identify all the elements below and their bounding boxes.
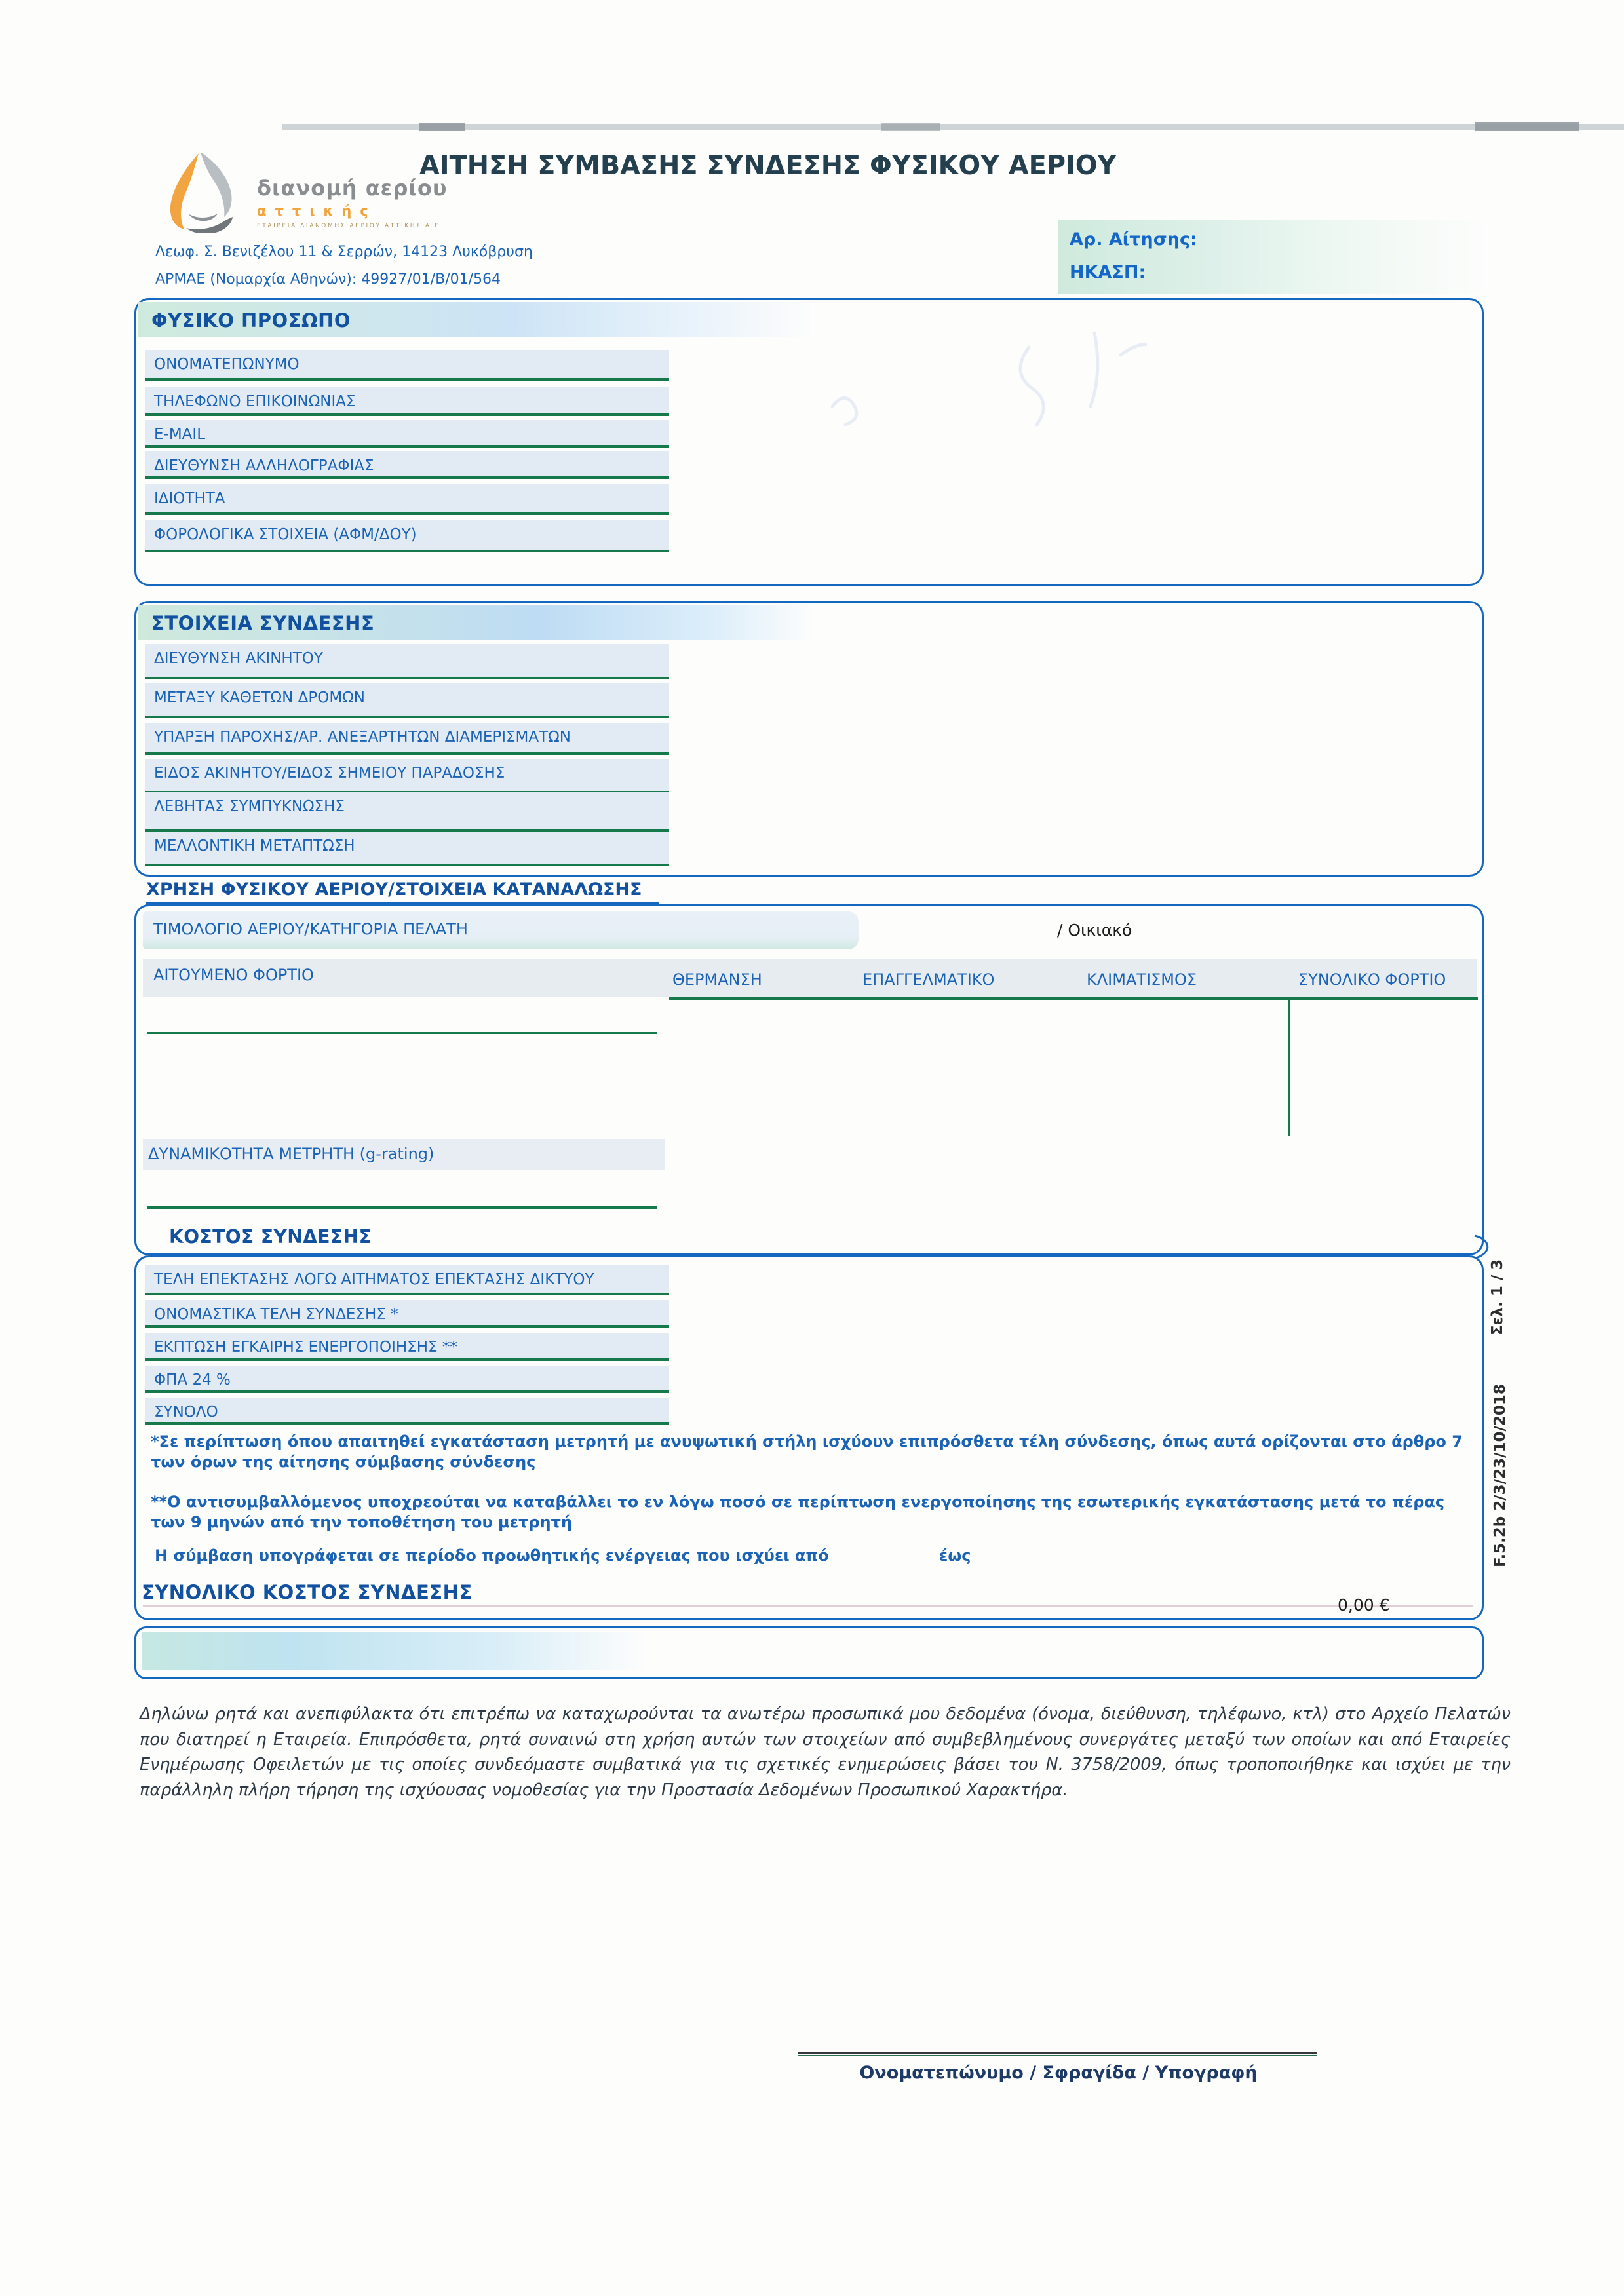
field-label: ΔΙΕΥΘΥΝΣΗ ΑΛΛΗΛΟΓΡΑΦΙΑΣ: [154, 457, 374, 474]
field-row-condensing-boiler: [145, 792, 669, 832]
field-label: ΟΝΟΜΑΤΕΠΩΝΥΜΟ: [154, 356, 300, 373]
field-row-capacity: [145, 484, 669, 515]
declaration-paragraph: Δηλώνω ρητά και ανεπιφύλακτα ότι επιτρέπω να καταχωρούνται τα ανωτέρω προσωπικά μου δεδομένα (όνομα, διεύθυνση, τηλέφωνο, κτλ) στο Αρχείο Πελατών που διατηρεί η Εταιρεία. Επιπρόσθετα, ρητά συναινώ στη χρήση αυτών των στοιχείων από συμβεβλημένους συνεργάτες μεταξύ των οποίων και από Εταιρείες Ενημέρωσης Οφειλετών με τις οποίες συνδεόμαστε συμβατικά για τις σχετικές ενημερώσεις βάσει του Ν. 3758/2009, όπως τροποποιήθηκε και ισχύει με την παράλληλη πλήρη τήρηση της ισχύουσας νομοθεσίας για την Προστασία Δεδομένων Προσωπικού Χαρακτήρα.: [140, 1704, 1511, 1800]
scan-streak: [282, 124, 1624, 130]
meter-rating-label: ΔΥΝΑΜΙΚΟΤΗΤΑ ΜΕΤΡΗΤΗ (g-rating): [148, 1145, 435, 1163]
tariff-label: ΤΙΜΟΛΟΓΙΟ ΑΕΡΙΟΥ/ΚΑΤΗΓΟΡΙΑ ΠΕΛΑΤΗ: [153, 920, 468, 938]
footnote-1: *Σε περίπτωση όπου απαιτηθεί εγκατάσταση μετρητή με ανυψωτική στήλη ισχύουν επιπρόσθετα τέλη σύνδεσης, όπως αυτά ορίζονται στο άρθρο 7 των όρων της αίτησης σύμβασης σύνδεσης: [151, 1432, 1463, 1471]
section-personal-header-band: [138, 302, 815, 337]
form-code-vertical: F.5.2b 2/3/23/10/2018: [1492, 1384, 1509, 1567]
notes-box-fill: [142, 1632, 648, 1670]
application-number-label: Αρ. Αίτησης:: [1070, 229, 1197, 250]
application-number-box: [1058, 220, 1493, 294]
empty-notes-box: [134, 1626, 1484, 1679]
field-label: ΕΚΠΤΩΣΗ ΕΓΚΑΙΡΗΣ ΕΝΕΡΓΟΠΟΙΗΣΗΣ **: [154, 1339, 457, 1356]
hkasp-label: ΗΚΑΣΠ:: [1070, 262, 1146, 282]
field-label: ΟΝΟΜΑΣΤΙΚΑ ΤΕΛΗ ΣΥΝΔΕΣΗΣ *: [154, 1306, 398, 1323]
field-label: E-MAIL: [154, 426, 206, 443]
page-number-vertical: Σελ. 1 / 3: [1489, 1259, 1506, 1335]
meter-rating-row: [143, 1139, 665, 1170]
section-connection-header-band: [138, 605, 815, 640]
gas-distribution-logo: [157, 149, 249, 233]
cost-row-vat: [145, 1366, 669, 1393]
section-usage-title: ΧΡΗΣΗ ΦΥΣΙΚΟΥ ΑΕΡΙΟΥ/ΣΤΟΙΧΕΙΑ ΚΑΤΑΝΑΛΩΣΗΣ: [146, 879, 659, 906]
field-row-email: [145, 420, 669, 448]
section-personal: [134, 298, 1484, 586]
brand-subname: αττικής: [257, 203, 377, 219]
section-usage: [134, 904, 1484, 1255]
load-field-line: [147, 1032, 657, 1034]
total-cost-value: 0,00 €: [1338, 1596, 1390, 1615]
column-header-heating: ΘΕΡΜΑΝΣΗ: [672, 970, 762, 989]
field-label: ΦΠΑ 24 %: [154, 1371, 231, 1388]
field-row-phone: [145, 387, 669, 416]
field-row-supply-existence: [145, 723, 669, 755]
total-cost-label: ΣΥΝΟΛΙΚΟ ΚΟΣΤΟΣ ΣΥΝΔΕΣΗΣ: [142, 1581, 473, 1603]
signature-label: Ονοματεπώνυμο / Σφραγίδα / Υπογραφή: [859, 2063, 1258, 2083]
page-title: ΑΙΤΗΣΗ ΣΥΜΒΑΣΗΣ ΣΥΝΔΕΣΗΣ ΦΥΣΙΚΟΥ ΑΕΡΙΟΥ: [419, 149, 1117, 181]
tariff-value: / Οικιακό: [1057, 921, 1132, 940]
company-registry: ΑΡΜΑΕ (Νομαρχία Αθηνών): 49927/01/Β/01/564: [155, 271, 501, 288]
brand-caption: ΕΤΑΙΡΕΙΑ ΔΙΑΝΟΜΗΣ ΑΕΡΙΟΥ ΑΤΤΙΚΗΣ Α.Ε: [257, 223, 440, 229]
field-row-name: [145, 350, 669, 381]
scan-mark: [1475, 122, 1579, 131]
flame-teardrop-icon: [157, 149, 249, 233]
field-label: ΣΥΝΟΛΟ: [154, 1404, 218, 1421]
column-header-air-conditioning: ΚΛΙΜΑΤΙΣΜΟΣ: [1087, 970, 1197, 989]
field-row-property-type: [145, 759, 669, 794]
field-label: ΜΕΤΑΞΥ ΚΑΘΕΤΩΝ ΔΡΟΜΩΝ: [154, 689, 365, 706]
signature-line-accent: [798, 2055, 1317, 2056]
footnote-2: **Ο αντισυμβαλλόμενος υποχρεούται να καταβάλλει το εν λόγω ποσό σε περίπτωση ενεργοποίησης της εσωτερικής εγκατάστασης μετά το πέρας των 9 μηνών από την τοποθέτηση του μετρητή: [151, 1493, 1445, 1531]
border-hook: [1472, 1234, 1498, 1261]
brand-text: [257, 176, 473, 229]
section-connection-title: ΣΤΟΙΧΕΙΑ ΣΥΝΔΕΣΗΣ: [151, 612, 375, 634]
column-header-professional: ΕΠΑΓΓΕΛΜΑΤΙΚΟ: [862, 970, 995, 989]
field-label: ΔΙΕΥΘΥΝΣΗ ΑΚΙΝΗΤΟΥ: [154, 650, 323, 667]
promo-period-label: Η σύμβαση υπογράφεται σε περίοδο προωθητικής ενέργειας που ισχύει από: [155, 1546, 829, 1565]
field-row-between-streets: [145, 683, 669, 718]
field-label: ΦΟΡΟΛΟΓΙΚΑ ΣΤΟΙΧΕΙΑ (ΑΦΜ/ΔΟΥ): [154, 526, 417, 543]
scan-mark: [881, 123, 940, 131]
field-label: ΤΕΛΗ ΕΠΕΚΤΑΣΗΣ ΛΟΓΩ ΑΙΤΗΜΑΤΟΣ ΕΠΕΚΤΑΣΗΣ ΔΙΚΤΥΟΥ: [154, 1271, 594, 1288]
column-header-underline: [669, 997, 1478, 1000]
field-row-mailing-address: [145, 451, 669, 479]
column-header-total-load: ΣΥΝΟΛΙΚΟ ΦΟΡΤΙΟ: [1298, 970, 1446, 989]
total-load-divider: [1288, 997, 1290, 1136]
tariff-row: [143, 911, 859, 949]
cost-row-extension-fees: [145, 1265, 669, 1295]
meter-field-line: [147, 1206, 657, 1209]
field-label: ΤΗΛΕΦΩΝΟ ΕΠΙΚΟΙΝΩΝΙΑΣ: [154, 393, 356, 410]
cost-row-early-activation-discount: [145, 1333, 669, 1361]
brand-name: διανομή αερίου: [257, 176, 448, 201]
section-connection: [134, 601, 1484, 877]
field-label: ΥΠΑΡΞΗ ΠΑΡΟΧΗΣ/ΑΡ. ΑΝΕΞΑΡΤΗΤΩΝ ΔΙΑΜΕΡΙΣΜΑΤΩΝ: [154, 729, 571, 746]
section-cost: [134, 1255, 1484, 1620]
field-label: ΛΕΒΗΤΑΣ ΣΥΜΠΥΚΝΩΣΗΣ: [154, 798, 345, 815]
company-address: Λεωφ. Σ. Βενιζέλου 11 & Σερρών, 14123 Λυκόβρυση: [155, 244, 533, 260]
cost-row-total: [145, 1398, 669, 1425]
signature-line: [798, 2052, 1317, 2054]
promo-until-label: έως: [939, 1546, 971, 1565]
scan-mark: [419, 123, 465, 131]
field-label: ΙΔΙΟΤΗΤΑ: [154, 490, 225, 507]
field-row-property-address: [145, 644, 669, 679]
field-label: ΕΙΔΟΣ ΑΚΙΝΗΤΟΥ/ΕΙΔΟΣ ΣΗΜΕΙΟΥ ΠΑΡΑΔΟΣΗΣ: [154, 765, 505, 782]
load-label: ΑΙΤΟΥΜΕΝΟ ΦΟΡΤΙΟ: [153, 966, 314, 984]
field-row-future-migration: [145, 832, 669, 866]
field-row-tax-details: [145, 520, 669, 552]
field-label: ΜΕΛΛΟΝΤΙΚΗ ΜΕΤΑΠΤΩΣΗ: [154, 837, 355, 854]
section-cost-title: ΚΟΣΤΟΣ ΣΥΝΔΕΣΗΣ: [169, 1226, 372, 1248]
cost-row-nominal-fees: [145, 1300, 669, 1328]
section-personal-title: ΦΥΣΙΚΟ ΠΡΟΣΩΠΟ: [151, 309, 351, 332]
load-header-row: [143, 959, 1477, 997]
